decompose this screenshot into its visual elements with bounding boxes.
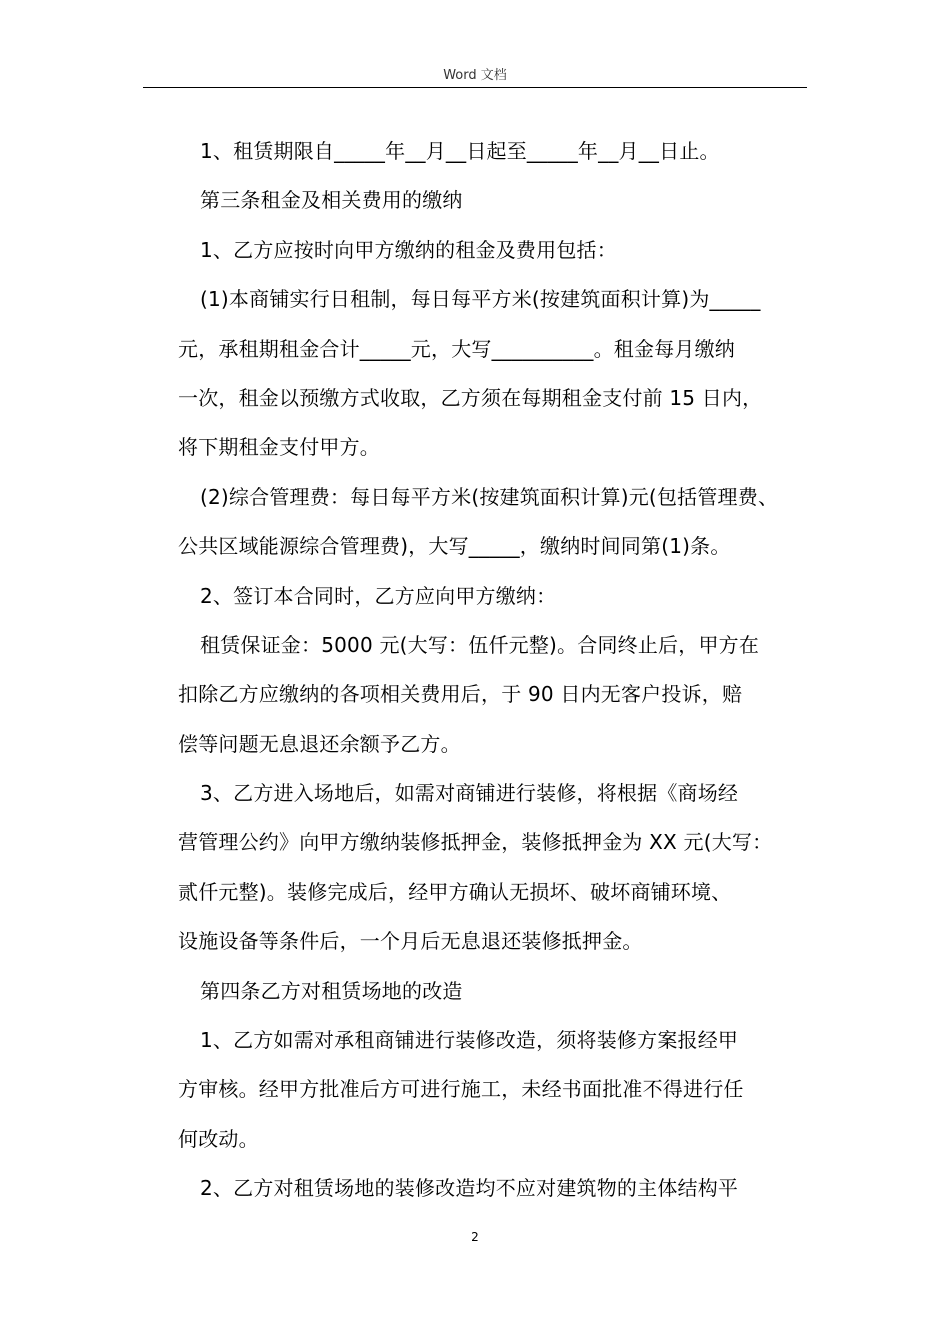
document-body — [178, 127, 818, 1214]
paragraph-line: 公共区域能源综合管理费)，大写_____，缴纳时间同第(1)条。 — [178, 534, 731, 559]
paragraph-line: 营管理公约》向甲方缴纳装修抵押金，装修抵押金为 XX 元(大写： — [178, 830, 773, 855]
paragraph-line: 贰仟元整)。装修完成后，经甲方确认无损坏、破坏商铺环境、 — [178, 879, 732, 904]
paragraph-line: 1、乙方如需对承租商铺进行装修改造，须将装修方案报经甲 — [200, 1028, 739, 1053]
paragraph-line: 2、乙方对租赁场地的装修改造均不应对建筑物的主体结构平 — [200, 1176, 739, 1201]
paragraph-line: 元，承租期租金合计_____元，大写__________。租金每月缴纳 — [178, 336, 735, 361]
paragraph-line: 2、签订本合同时，乙方应向甲方缴纳： — [200, 583, 557, 608]
paragraph-line: 一次，租金以预缴方式收取，乙方须在每期租金支付前 15 日内， — [178, 385, 763, 410]
page-number: 2 — [471, 1230, 479, 1244]
paragraph-line: 3、乙方进入场地后，如需对商铺进行装修，将根据《商场经 — [200, 781, 739, 806]
paragraph-line: 1、乙方应按时向甲方缴纳的租金及费用包括： — [200, 237, 617, 262]
header-divider — [143, 87, 807, 88]
paragraph-line: (1)本商铺实行日租制，每日每平方米(按建筑面积计算)为_____ — [200, 287, 761, 312]
paragraph-line: 方审核。经甲方批准后方可进行施工，未经书面批准不得进行任 — [178, 1077, 744, 1102]
paragraph-line: 何改动。 — [178, 1126, 259, 1151]
paragraph-line: 扣除乙方应缴纳的各项相关费用后，于 90 日内无客户投诉，赔 — [178, 682, 743, 707]
paragraph-line: 将下期租金支付甲方。 — [178, 435, 380, 460]
header-title: Word 文档 — [443, 68, 507, 83]
paragraph-line: (2)综合管理费：每日每平方米(按建筑面积计算)元(包括管理费、 — [200, 484, 779, 509]
paragraph-line: 偿等问题无息退还余额予乙方。 — [178, 731, 461, 756]
paragraph-line: 租赁保证金：5000 元(大写：伍仟元整)。合同终止后，甲方在 — [200, 632, 760, 657]
section-heading: 第四条乙方对租赁场地的改造 — [200, 978, 463, 1003]
section-heading: 第三条租金及相关费用的缴纳 — [200, 188, 463, 213]
paragraph-line: 设施设备等条件后，一个月后无息退还装修抵押金。 — [178, 929, 643, 954]
paragraph-line: 1、租赁期限自_____年__月__日起至_____年__月__日止。 — [200, 139, 720, 163]
